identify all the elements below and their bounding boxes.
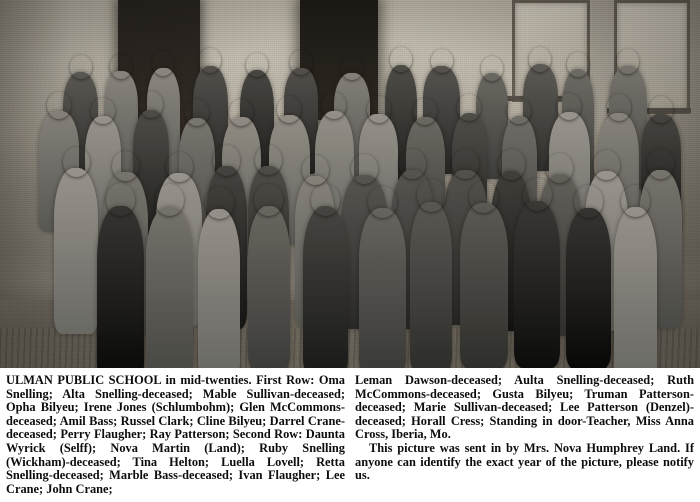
student-figure: [566, 208, 611, 368]
student-figure: [410, 202, 452, 368]
student-head: [139, 91, 163, 118]
student-figure: [359, 208, 407, 368]
student-figure: [54, 168, 98, 333]
student-head: [213, 145, 240, 175]
student-head: [417, 179, 446, 211]
student-head: [290, 50, 312, 75]
student-figure: [198, 209, 240, 368]
student-head: [302, 155, 329, 185]
student-head: [91, 98, 115, 125]
student-head: [593, 150, 620, 180]
student-head: [166, 152, 193, 182]
student-head: [431, 49, 453, 74]
caption-submitter-note: This picture was sent in by Mrs. Nova Humphrey Land. If anyone can identify the exact year of the picture, please notify us.: [355, 440, 694, 483]
student-head: [368, 186, 397, 218]
student-figure: [97, 206, 143, 368]
student-head: [523, 178, 552, 210]
student-head: [70, 55, 92, 80]
student-figure: [514, 201, 561, 368]
student-head: [390, 47, 412, 72]
student-head: [452, 149, 479, 179]
student-head: [574, 185, 603, 217]
caption-text-left: ULMAN PUBLIC SCHOOL in mid-twenties. First Row: Oma Snelling; Alta Snelling-deceased; Mable Sullivan-deceased; Opha Bilyeu; Irene Jones (Schlumbohm); Glen McCommons-deceased; Amil Bass; Russel Clark; Cline Bilyeu; Darrel Crane-deceased; Perry Flaugher; Ray Patterson; Second Row: Daunta Wyrick (Selff); Nova Martin (Land); Ruby Snelling (Wickham)-deceased; Tina Helton; Luella Lovell; Retta Snelling-deceased; Marble Bass-deceased; Ivan Flaugher; Lee Crane; John Crane;: [6, 373, 345, 496]
student-head: [529, 47, 551, 72]
student-head: [185, 99, 209, 126]
student-head: [498, 149, 525, 179]
student-figure: [460, 203, 507, 368]
caption-column-left: [6, 374, 355, 502]
student-head: [649, 96, 673, 123]
student-figure: [146, 207, 193, 368]
student-head: [246, 53, 268, 78]
student-head: [311, 184, 340, 216]
student-head: [607, 94, 631, 121]
student-head: [351, 154, 378, 184]
student-head: [457, 94, 481, 121]
caption-column-right: [355, 374, 694, 502]
student-head: [481, 56, 503, 81]
student-head: [205, 187, 234, 219]
student-figure: [614, 207, 657, 368]
student-head: [106, 183, 135, 215]
student-head: [110, 54, 132, 79]
student-head: [617, 49, 639, 74]
student-head: [47, 92, 71, 119]
photo-caption: [0, 368, 700, 502]
student-head: [567, 52, 589, 77]
student-head: [647, 149, 674, 179]
student-head: [367, 96, 391, 123]
student-head: [254, 184, 283, 216]
student-head: [155, 184, 184, 216]
caption-text-right: Leman Dawson-deceased; Aulta Snelling-deceased; Ruth McCommons-deceased; Gusta Bilyeu; Truman Patterson-deceased; Marie Sullivan-deceased; Lee Patterson (Denzel)-deceased; Horall Cress; Standing in door-Teacher, Miss Anna Cross, Iberia, Mo.: [355, 373, 694, 442]
student-head: [229, 99, 253, 126]
student-head: [63, 147, 90, 177]
student-figure: [303, 206, 349, 368]
student-figure: [248, 206, 290, 368]
